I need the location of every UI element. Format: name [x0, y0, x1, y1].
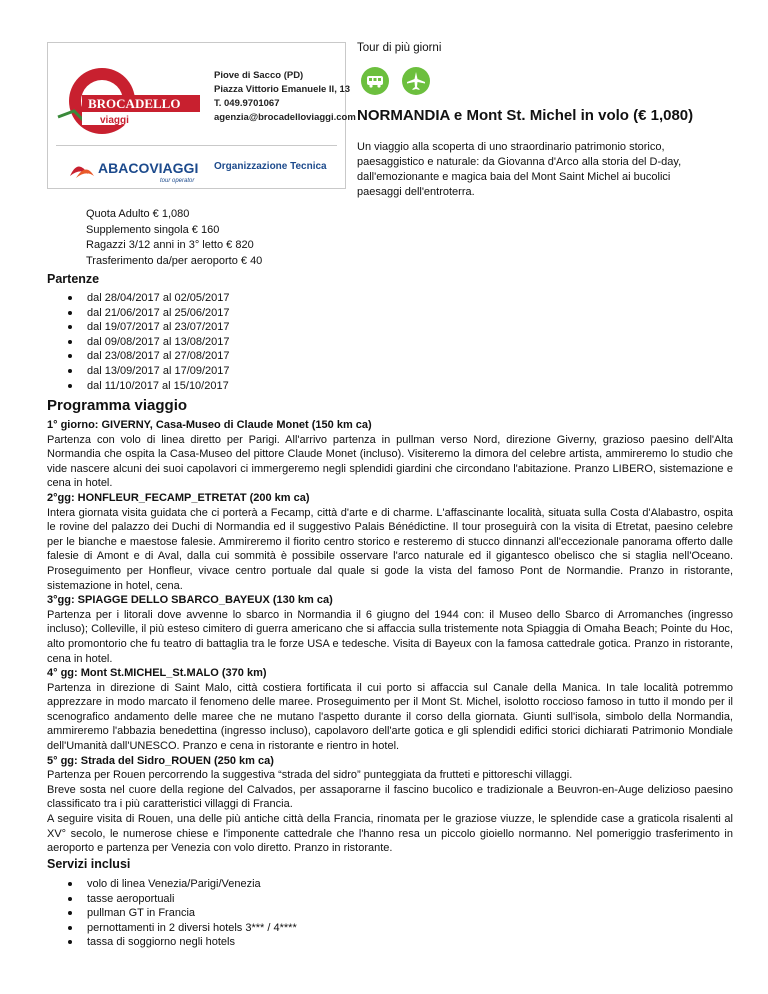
intro-line: dall'emozionante e magica baia del Mont Saint Michel ai bucolici	[357, 171, 671, 183]
list-item: pullman GT in Francia	[68, 906, 297, 921]
brand-name: BROCADELLO	[88, 96, 181, 111]
address-street: Piazza Vittorio Emanuele II, 13	[214, 84, 351, 95]
abaco-logo	[66, 154, 206, 184]
day-title: 4° gg: Mont St.MICHEL_St.MALO (370 km)	[47, 667, 267, 680]
day-text: A seguire visita di Rouen, una delle più antiche città della Francia, rinomata per le graziose viuzze, le splendide case a graticola risalenti al XV° secolo, le numerose chiese e l'imponente cattedrale che l'hanno resa un piccolo gioiello normanno. Nel pomeriggio trasferimento in aeroporto e partenza per Venezia con volo diretto. Pranzo in ristorante.	[47, 813, 733, 855]
list-item: dal 28/04/2017 al 02/05/2017	[68, 291, 230, 306]
brocadello-logo-icon	[56, 65, 206, 145]
list-item: dal 21/06/2017 al 25/06/2017	[68, 306, 230, 321]
price-transfer: Trasferimento da/per aeroporto € 40	[86, 254, 263, 267]
price-single-supplement: Supplemento singola € 160	[86, 223, 220, 236]
departures-list	[68, 291, 230, 393]
banner-divider	[56, 145, 337, 146]
services-list	[68, 877, 297, 950]
price-list	[86, 207, 262, 269]
list-item: dal 13/09/2017 al 17/09/2017	[68, 364, 230, 379]
address-city: Piove di Sacco (PD)	[214, 70, 304, 81]
day-text: Breve sosta nel cuore della regione del Calvados, per assaporarne il fascino bucolico e tradizionale a Beuvron-en-Auge delizioso paesino classificato tra i più caratteristici villaggi di Francia.	[47, 783, 733, 811]
intro-line: paesaggistico e naturale: da Giovanna d'Arco alla storia del D-day,	[357, 156, 682, 168]
program-heading: Programma viaggio	[47, 397, 188, 414]
brand-sub: viaggi	[100, 115, 129, 126]
tour-category: Tour di più giorni	[357, 42, 442, 54]
day-text: Partenza per Rouen percorrendo la suggestiva “strada del sidro” punteggiata da frutteti e pittoreschi villaggi.	[47, 769, 573, 782]
day-title: 5° gg: Strada del Sidro_ROUEN (250 km ca)	[47, 754, 274, 767]
org-label: Organizzazione Tecnica	[214, 161, 327, 172]
list-item: volo di linea Venezia/Parigi/Venezia	[68, 877, 297, 892]
day-text: Partenza per i litorali dove avvenne lo sbarco in Normandia il 6 giugno del 1944 con: il Museo dello Sbarco di Arromanches (ingresso incluso); Colleville, il più esteso cimitero di guerra americano che si affaccia sulla tristemente nota Spiaggia di Omaha Beach; Pointe du Hoc, alto promontorio che fu teatro di battaglia tra le forze USA e tedesche. Visita di Bayeux con la famosa cattedrale gotica. Pranzo in ristorante, cena in hotel.	[47, 608, 733, 665]
day-text: Partenza con volo di linea diretto per Parigi. All'arrivo partenza in pullman verso Nord, direzione Giverny, grazioso paesino dell'Alta Normandia che ospita la Casa-Museo del pittore Claude Monet (incluso). Visiteremo la dimora del celebre artista, ammireremo lo studio che vide nascere alcuni dei suoi capolavori ci immergeremo negli splendidi giardini che circondano l'abitazione. Pranzo LIBERO, sistemazione e cena in hotel.	[47, 433, 733, 490]
agency-banner	[47, 42, 356, 189]
price-children: Ragazzi 3/12 anni in 3° letto € 820	[86, 239, 254, 251]
intro-line: paesaggi dell'entroterra.	[357, 186, 475, 198]
list-item: dal 09/08/2017 al 13/08/2017	[68, 335, 230, 350]
program-body	[47, 418, 733, 856]
day-title: 1° giorno: GIVERNY, Casa-Museo di Claude Monet (150 km ca)	[47, 419, 372, 431]
list-item: tassa di soggiorno negli hotels	[68, 935, 297, 950]
list-item: dal 19/07/2017 al 23/07/2017	[68, 320, 230, 335]
abaco-name: ABACOVIAGGI	[98, 160, 199, 176]
day-title: 2°gg: HONFLEUR_FECAMP_ETRETAT (200 km ca)	[47, 491, 310, 504]
abaco-logo-icon	[66, 154, 206, 184]
list-item: dal 11/10/2017 al 15/10/2017	[68, 379, 230, 394]
transport-icons	[361, 67, 439, 95]
bus-icon	[361, 67, 389, 95]
intro-text	[357, 140, 731, 200]
address-phone: T. 049.9701067	[214, 98, 280, 109]
plane-icon	[402, 67, 430, 95]
services-heading: Servizi inclusi	[47, 857, 131, 871]
price-adult: Quota Adulto € 1,080	[86, 208, 190, 220]
list-item: dal 23/08/2017 al 27/08/2017	[68, 349, 230, 364]
page-title: NORMANDIA e Mont St. Michel in volo (€ 1,080)	[357, 107, 694, 124]
list-item: tasse aeroportuali	[68, 892, 297, 907]
departures-heading: Partenze	[47, 272, 100, 286]
agency-address	[214, 69, 356, 125]
intro-line: Un viaggio alla scoperta di uno straordinario patrimonio storico,	[357, 141, 665, 153]
brocadello-logo	[56, 65, 206, 145]
abaco-sub: tour operator	[160, 178, 195, 184]
day-text: Partenza in direzione di Saint Malo, città costiera fortificata il cui porto si affaccia sul Canale della Manica. In tale località potremmo apprezzare in modo marcato il fenomeno delle maree. Proseguimento per il Mont St. Michel, isolotto roccioso famoso in tutto il mondo per il scenografico andamento delle maree che ne mutano l'aspetto durante il corso della giornata. Giunti sull'isola, simbolo della Normandia, ammireremo l'abbazia benedettina (ingresso incluso), capolavoro dell'arte gotica e gli splendidi edifici storici dichiarati Patrimonio Mondiale dell'Umanità dall'UNESCO. Pranzo e cena in ristorante e rientro in hotel.	[47, 681, 733, 753]
day-title: 3°gg: SPIAGGE DELLO SBARCO_BAYEUX (130 km ca)	[47, 594, 333, 607]
address-email[interactable]: agenzia@brocadelloviaggi.com	[214, 112, 356, 123]
list-item: pernottamenti in 2 diversi hotels 3*** / 4****	[68, 921, 297, 936]
day-text: Intera giornata visita guidata che ci porterà a Fecamp, città d'arte e di charme. L'affascinante località, situata sulla Costa d'Alabastro, ospita le rovine del palazzo dei Duchi di Normandia ed il suggestivo Palais Bénédictine. Il tour proseguirà con la visita di Etretat, paesino celebre per le bianche e maestose falesie. Ammireremo il fiorito centro storico e resteremo di stucco dinnanzi all'eccezionale panorama offerto dalle falesie di Amont e di Aval, dalla cui sommità è possibile osservare l'arco naturale ed il gigantesco obelisco che si staglia nell'Oceano. Proseguimento per Honfleur, vivace centro portuale dal quale si gode la vista del famoso Pont de Normandie. Pranzo in ristorante, sistemazione in hotel, cena.	[47, 506, 733, 592]
